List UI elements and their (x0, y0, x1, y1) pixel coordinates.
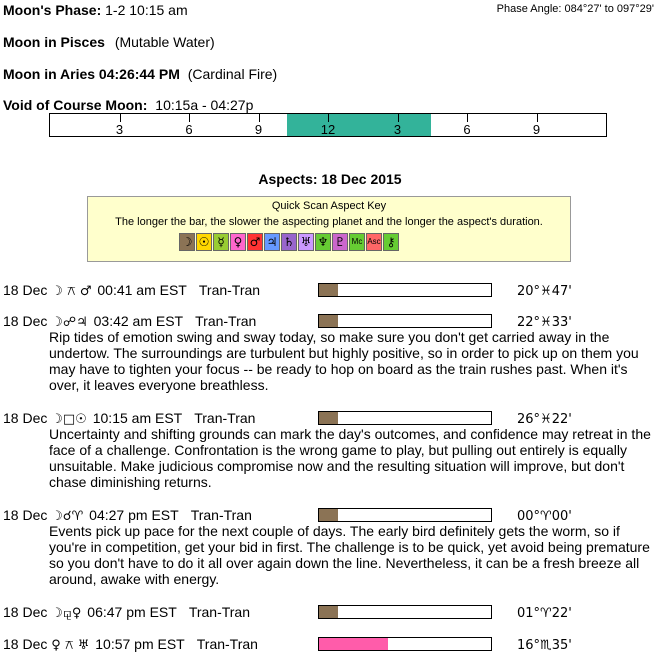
duration-bar (318, 411, 492, 425)
aspect-position: 01°♈22' (517, 606, 572, 621)
venus-icon: ♀ (230, 233, 246, 251)
midheaven-icon: Mc (349, 233, 365, 251)
aspect-type: Tran-Tran (196, 636, 258, 652)
aspect-type: Tran-Tran (198, 282, 261, 298)
aspect-time: 10:15 am EST (88, 410, 183, 426)
aspect-type: Tran-Tran (190, 507, 252, 523)
duration-bar (318, 637, 492, 651)
aspect-glyphs-icon: ☽□☉ (51, 412, 87, 427)
voc-tick-label: 3 (115, 122, 124, 137)
key-glyph-row (179, 233, 400, 251)
aspect-row (3, 604, 250, 621)
aspects-title: Aspects: 18 Dec 2015 (258, 171, 402, 187)
moon-sign-2-line (3, 66, 277, 82)
voc-line (3, 97, 253, 113)
duration-fill (319, 638, 388, 650)
duration-fill (319, 284, 338, 296)
voc-value: 10:15a - 04:27p (155, 97, 254, 113)
moon-sign-1-quality: (Mutable Water) (114, 34, 215, 50)
aspect-key (87, 196, 571, 262)
moon-phase-line (3, 2, 188, 18)
aspect-type: Tran-Tran (188, 604, 251, 620)
aspect-position: 22°♓33' (517, 315, 572, 330)
duration-bar (318, 283, 492, 297)
aspect-position: 20°♓47' (517, 284, 572, 299)
aspect-time: 00:41 am EST (93, 282, 187, 298)
voc-tick (467, 114, 468, 122)
voc-tick-label: 9 (254, 122, 263, 137)
voc-tick-label: 9 (532, 122, 541, 137)
aspect-glyphs-icon: ☽⚼♀ (51, 606, 82, 621)
mercury-icon: ☿ (213, 233, 229, 251)
voc-label: Void of Course Moon: (3, 97, 148, 113)
aspect-date: 18 Dec (3, 636, 52, 652)
uranus-icon: ♅ (298, 233, 314, 251)
neptune-icon: ♆ (315, 233, 331, 251)
aspect-row (3, 636, 258, 653)
aspect-description: Events pick up pace for the next couple of days. The early bird definitely gets the worm, so if you're in competition, get your bid in first. The challenge is to be quick, yet avoid being premature so you don't have to do it all over again down the line. Nevertheless, it can be a fresh breeze all around, awake with energy. (49, 523, 650, 587)
chiron-icon: ⚷ (383, 233, 399, 251)
aspect-description: Rip tides of emotion swing and sway today, so make sure you don't get carried away in the undertow. The surroundings are turbulent but highly positive, so in order to pick up on them you may have to tighten your focus -- be ready to hop on board as the train rushes past. When it's over, it leaves everyone breathless. (49, 329, 639, 393)
duration-fill (319, 315, 338, 327)
moon-icon: ☽ (179, 233, 195, 251)
duration-fill (319, 509, 338, 521)
key-title: Quick Scan Aspect Key (271, 200, 387, 212)
aspect-time: 04:27 pm EST (85, 507, 179, 523)
voc-tick-label: 6 (463, 122, 471, 137)
voc-tick (189, 114, 190, 122)
aspect-position: 16°♏35' (517, 638, 572, 653)
voc-tick-label: 3 (393, 122, 402, 137)
voc-timeline (49, 113, 607, 137)
moon-sign-1-label: Moon in Pisces (3, 34, 105, 50)
aspect-glyphs-icon: ☽☍♃ (51, 315, 88, 330)
aspect-time: 03:42 am EST (89, 313, 184, 329)
voc-tick (259, 114, 260, 122)
aspect-date: 18 Dec (3, 282, 52, 298)
aspect-time: 06:47 pm EST (83, 604, 177, 620)
duration-bar (318, 508, 492, 522)
aspect-date: 18 Dec (3, 507, 52, 523)
voc-tick-label: 6 (185, 122, 193, 137)
aspect-glyphs-icon: ☽☌♈ (51, 509, 84, 524)
aspect-date: 18 Dec (3, 604, 52, 620)
key-description: The longer the bar, the slower the aspecting planet and the longer the aspect's duration. (115, 216, 543, 228)
saturn-icon: ♄ (281, 233, 297, 251)
voc-fill (287, 114, 431, 136)
voc-tick (537, 114, 538, 122)
duration-bar (318, 605, 492, 619)
ascendant-icon: Asc (366, 233, 382, 251)
duration-fill (319, 606, 338, 618)
duration-fill (319, 412, 338, 424)
pluto-icon: ♇ (332, 233, 348, 251)
voc-tick (120, 114, 121, 122)
moon-phase-value: 1-2 10:15 am (105, 2, 188, 18)
moon-phase-label: Moon's Phase: (3, 2, 102, 18)
voc-tick (398, 114, 399, 122)
aspect-position: 00°♈00' (517, 509, 572, 524)
aspect-description: Uncertainty and shifting grounds can mark the day's outcomes, and confidence may retreat in the face of a challenge. Confrontation is the wrong game to play, but pulling out entirely is equally unsuitable. Make judicious compromise now and the resulting situation will improve, but don't chase diminishing returns. (49, 426, 651, 490)
moon-sign-2-quality: (Cardinal Fire) (187, 66, 278, 82)
aspect-type: Tran-Tran (194, 410, 256, 426)
aspect-row (3, 282, 260, 299)
aspect-row (3, 410, 255, 427)
aspect-type: Tran-Tran (195, 313, 257, 329)
voc-tick (328, 114, 329, 122)
aspect-time: 10:57 pm EST (91, 636, 185, 652)
moon-sign-2-label: Moon in Aries 04:26:44 PM (3, 66, 180, 82)
mars-icon: ♂ (247, 233, 263, 251)
phase-angle: Phase Angle: 084°27' to 097°29' (496, 3, 654, 15)
moon-sign-1-line (3, 34, 215, 50)
duration-bar (318, 314, 492, 328)
aspect-glyphs-icon: ♀ ⚻ ♅ (51, 638, 90, 653)
sun-icon: ☉ (196, 233, 212, 251)
aspect-row (3, 507, 252, 524)
aspect-glyphs-icon: ☽ ⚻ ♂ (51, 284, 92, 299)
aspect-row (3, 313, 256, 330)
jupiter-icon: ♃ (264, 233, 280, 251)
aspect-date: 18 Dec (3, 313, 52, 329)
voc-tick-label: 12 (320, 122, 336, 137)
aspect-date: 18 Dec (3, 410, 52, 426)
aspect-position: 26°♓22' (517, 412, 572, 427)
